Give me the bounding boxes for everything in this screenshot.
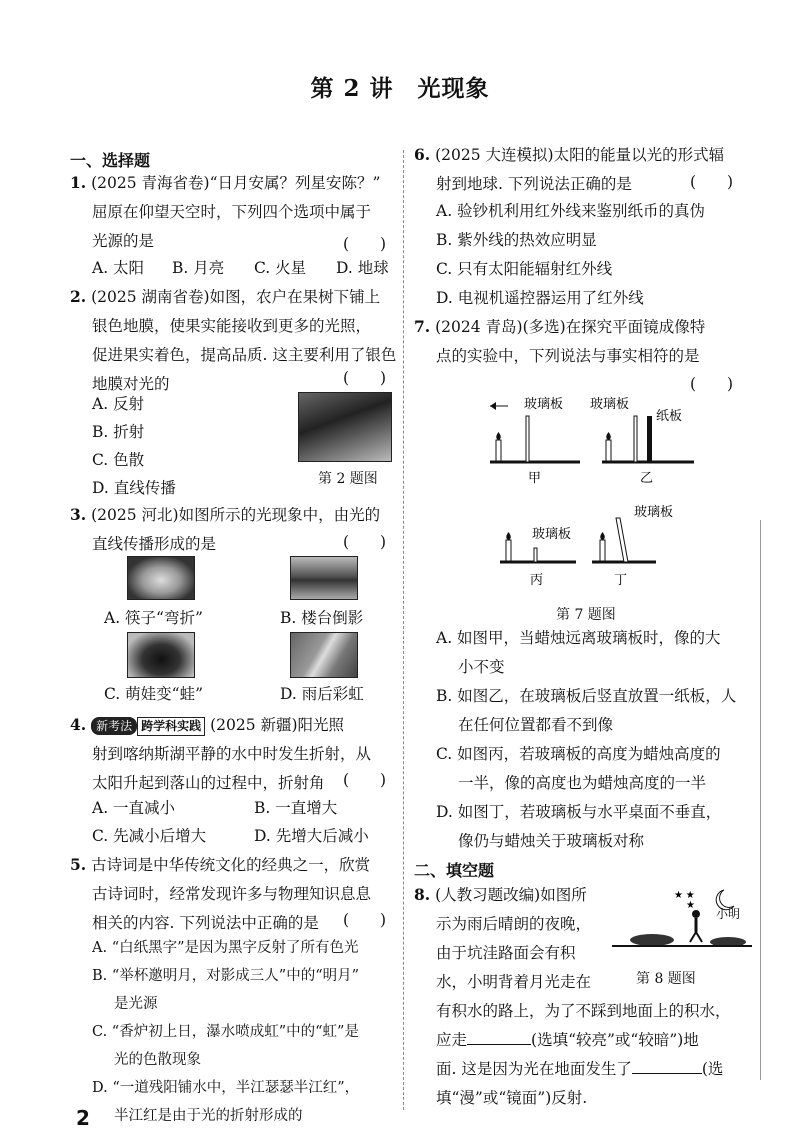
option-a: A. 太阳 (92, 259, 145, 277)
option-d: D. 先增大后减小 (254, 827, 369, 845)
question-1 (70, 168, 380, 256)
question-text: (2025 新疆)阳光照 (210, 716, 345, 734)
page-edge-line (760, 520, 761, 1080)
question-text: 水，小明背着月光走在 (436, 973, 592, 991)
label-ding: 丁 (614, 572, 628, 587)
orchard-photo (298, 392, 392, 462)
candle-icon (506, 540, 511, 562)
option-a-cont: 小不变 (458, 658, 505, 676)
option-a: A. 筷子“弯折” (104, 609, 203, 627)
option-a: A. 一直减小 (92, 799, 176, 817)
question-text: 屈原在仰望天空时，下列四个选项中属于 (92, 203, 372, 221)
section-fill: 二、填空题 (414, 861, 495, 880)
option-d-cont: 半江红是由于光的折射形成的 (114, 1108, 303, 1124)
option-b-cont: 在任何位置都看不到像 (458, 716, 614, 734)
candle-icon (606, 440, 611, 462)
rainbow-photo (290, 632, 358, 678)
answer-bracket: ( ) (343, 235, 387, 253)
answer-blank-2[interactable] (632, 1059, 702, 1074)
chopsticks-photo (127, 556, 195, 600)
label-paper: 纸板 (656, 408, 683, 423)
shadow-frog-photo (127, 632, 195, 678)
answer-bracket: ( ) (343, 911, 387, 929)
question-6-options (436, 197, 705, 313)
option-d: D. 电视机遥控器运用了红外线 (436, 289, 644, 307)
question-number: 3. (70, 505, 87, 524)
answer-bracket: ( ) (690, 173, 734, 191)
question-text: 点的实验中，下列说法与事实相符的是 (436, 347, 700, 365)
paper-board (647, 416, 652, 462)
answer-bracket: ( ) (343, 771, 387, 789)
flame-icon (506, 532, 511, 540)
question-text: (2025 河北)如图所示的光现象中，由光的 (91, 506, 381, 524)
option-d: D. 地球 (336, 259, 389, 277)
candle-icon (496, 440, 501, 462)
option-a: A. 如图甲，当蜡烛远离玻璃板时，像的大 (436, 629, 721, 647)
option-d: D. 如图丁，若玻璃板与水平桌面不垂直， (436, 803, 722, 821)
question-text: 示为雨后晴朗的夜晚， (436, 915, 592, 933)
question-5-options (92, 934, 359, 1130)
question-text: 有积水的路上，为了不踩到地面上的积水， (436, 1002, 731, 1020)
question-text: 地膜对光的 (92, 375, 170, 393)
question-number: 2. (70, 287, 87, 306)
question-number: 5. (70, 855, 87, 874)
option-a: A. 验钞机利用红外线来鉴别纸币的真伪 (436, 202, 706, 220)
question-text: 面. 这是因为光在地面发生了 (436, 1060, 632, 1078)
question-text: 古诗词时，经常发现许多与物理知识息息 (92, 885, 372, 903)
figure-caption: 第 8 题图 (636, 971, 696, 987)
question-number: 6. (414, 145, 431, 164)
question-7-options (436, 624, 736, 856)
person-leg (690, 932, 696, 942)
tilted-glass-plate (616, 518, 628, 562)
question-4 (70, 710, 371, 798)
glass-plate-yi (634, 416, 637, 462)
question-text: 直线传播形成的是 (92, 535, 217, 553)
question-text: 光源的是 (92, 232, 155, 250)
option-b: B. “举杯邀明月，对影成三人”中的“明月” (92, 968, 360, 984)
question-text: (2025 湖南省卷)如图，农户在果树下铺上 (91, 288, 381, 306)
person-head (692, 910, 700, 918)
option-b: B. 折射 (92, 423, 145, 441)
option-a: A. “白纸黑字”是因为黑字反射了所有色光 (92, 940, 359, 956)
label-xiaoming: 小明 (716, 907, 741, 921)
option-c: C. “香炉初上日，瀑水喷成虹”中的“虹”是 (92, 1024, 359, 1040)
question-text: (2024 青岛)(多选)在探究平面镜成像特 (435, 318, 706, 336)
label-glass: 玻璃板 (590, 396, 630, 411)
option-b: B. 如图乙，在玻璃板后竖直放置一纸板，人 (436, 687, 737, 705)
answer-blank-1[interactable] (467, 1030, 531, 1045)
arrow-head-icon (490, 402, 496, 410)
answer-bracket: ( ) (343, 369, 387, 387)
label-glass: 玻璃板 (532, 526, 572, 541)
option-b: B. 一直增大 (254, 799, 338, 817)
new-method-tag: 新考法 (91, 717, 137, 735)
option-b-cont: 是光源 (114, 996, 158, 1012)
mirror-experiment-figure (480, 392, 710, 604)
question-text: 促进果实着色，提高品质. 这主要利用了银色 (92, 346, 397, 364)
question-text: 古诗词是中华传统文化的经典之一，欣赏 (91, 856, 371, 874)
question-text: (选填“较亮”或“较暗”)地 (531, 1031, 699, 1049)
option-c: C. 只有太阳能辐射红外线 (436, 260, 613, 278)
question-text: (2025 青海省卷)“日月安属？列星安陈？” (91, 174, 381, 192)
figure-caption: 第 7 题图 (556, 607, 616, 623)
candle-icon (600, 540, 605, 562)
option-b: B. 月亮 (172, 259, 225, 277)
glass-plate-jia (526, 416, 529, 462)
option-c-cont: 一半，像的高度也为蜡烛高度的一半 (458, 774, 707, 792)
question-number: 7. (414, 317, 431, 336)
question-7 (414, 312, 705, 371)
flame-icon (606, 432, 611, 440)
answer-bracket: ( ) (690, 375, 734, 393)
figure-caption: 第 2 题图 (318, 471, 378, 487)
option-d: D. 直线传播 (92, 479, 176, 497)
option-c: C. 如图丙，若玻璃板的高度为蜡烛高度的 (436, 745, 721, 763)
question-6 (414, 140, 724, 199)
question-text: 相关的内容. 下列说法中正确的是 (92, 914, 319, 932)
section-choice: 一、选择题 (70, 151, 151, 170)
question-text: (人教习题改编)如图所 (435, 886, 587, 904)
question-number: 1. (70, 173, 87, 192)
reflection-photo (290, 556, 358, 600)
page-number: 2 (76, 1106, 90, 1130)
label-jia: 甲 (528, 470, 542, 485)
question-3 (70, 500, 380, 559)
option-b: B. 紫外线的热效应明显 (436, 231, 597, 249)
option-c-cont: 光的色散现象 (114, 1052, 201, 1068)
option-d: D. “一道残阳铺水中，半江瑟瑟半江红”， (92, 1080, 360, 1096)
page-title: 第 2 讲 光现象 (310, 75, 490, 102)
flame-icon (600, 532, 605, 540)
label-glass: 玻璃板 (524, 396, 564, 411)
flame-icon (496, 432, 501, 440)
question-text: 射到喀纳斯湖平静的水中时发生折射，从 (92, 745, 372, 763)
column-divider (403, 150, 404, 1110)
question-number: 4. (70, 715, 87, 734)
night-road-figure (612, 884, 752, 964)
option-d: D. 雨后彩虹 (280, 685, 364, 703)
option-a: A. 反射 (92, 395, 145, 413)
star-icon: ★ ★ (674, 890, 695, 901)
cross-discipline-tag: 跨学科实践 (137, 717, 205, 736)
label-bing: 丙 (530, 572, 544, 587)
half-glass-plate (534, 548, 537, 562)
puddle (630, 934, 674, 946)
option-c: C. 萌娃变“蛙” (104, 685, 204, 703)
option-d-cont: 像仍与蜡烛关于玻璃板对称 (458, 832, 645, 850)
answer-bracket: ( ) (343, 533, 387, 551)
option-b: B. 楼台倒影 (280, 609, 364, 627)
question-text: 应走 (436, 1031, 468, 1049)
label-glass: 玻璃板 (634, 504, 674, 519)
option-c: C. 先减小后增大 (92, 827, 207, 845)
question-text: 填“漫”或“镜面”)反射. (436, 1089, 588, 1107)
question-5 (70, 850, 371, 938)
option-c: C. 火星 (254, 259, 307, 277)
question-text: 银色地膜，使果实能接收到更多的光照， (92, 317, 372, 335)
person-leg (696, 932, 702, 942)
question-text: 太阳升起到落山的过程中，折射角 (92, 774, 325, 792)
question-text: 射到地球. 下列说法正确的是 (436, 175, 632, 193)
question-text: (选 (701, 1060, 724, 1078)
question-number: 8. (414, 885, 431, 904)
option-c: C. 色散 (92, 451, 145, 469)
star-icon: ★ (686, 900, 695, 911)
label-yi: 乙 (640, 470, 654, 485)
question-text: 由于坑洼路面会有积 (436, 944, 576, 962)
question-text: (2025 大连模拟)太阳的能量以光的形式辐 (435, 146, 725, 164)
